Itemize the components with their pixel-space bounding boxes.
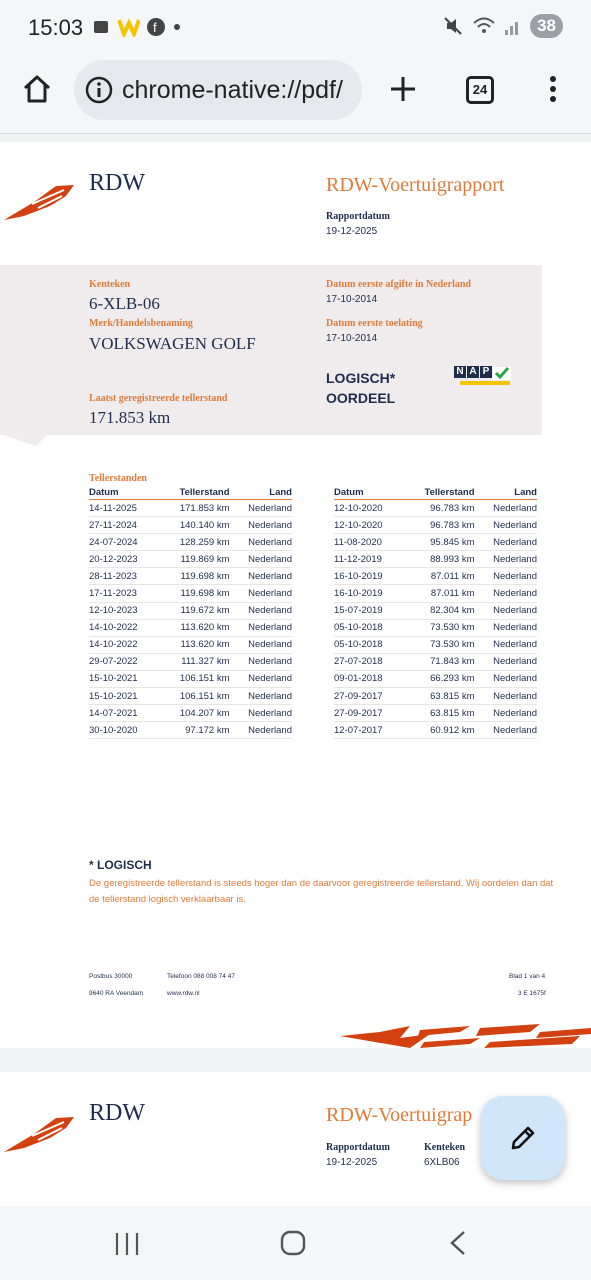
tellerstand-cell: 73.530 km — [403, 636, 474, 653]
footer-code: 3 E 1675f — [518, 990, 546, 997]
table-row — [89, 636, 292, 653]
datum-cell: 15-10-2021 — [89, 670, 158, 687]
tellerstand-cell: 95.845 km — [403, 534, 474, 551]
w-icon — [118, 17, 140, 37]
table-row — [89, 500, 292, 517]
column-header-datum: Datum — [89, 486, 158, 500]
datum-cell: 16-10-2019 — [334, 568, 403, 585]
tellerstand-cell: 119.869 km — [158, 551, 229, 568]
tellerstand-cell: 106.151 km — [158, 688, 229, 705]
datum-cell: 27-09-2017 — [334, 688, 403, 705]
toelating-label: Datum eerste toelating — [326, 318, 423, 329]
home-icon[interactable] — [22, 74, 52, 104]
table-row — [334, 602, 537, 619]
land-cell: Nederland — [230, 602, 293, 619]
oordeel-text — [326, 368, 395, 408]
land-cell: Nederland — [230, 500, 293, 517]
note-text: De geregistreerde tellerstand is steeds hoger dan de daarvoor geregistreerde tellerstand. Wij oordelen dan dat de tellerstand logisch verklaarbaar is. — [89, 878, 554, 905]
footer-telefoon: Telefoon 088 008 74 47 — [167, 973, 235, 980]
table-row — [334, 517, 537, 534]
tellerstand-cell: 171.853 km — [158, 500, 229, 517]
report-title: RDW-Voertuigrapport — [326, 174, 505, 196]
oordeel-line1: LOGISCH* — [326, 370, 396, 386]
oordeel-line2: OORDEEL — [326, 390, 396, 406]
land-cell: Nederland — [475, 688, 538, 705]
table-row — [334, 722, 537, 739]
datum-cell: 11-08-2020 — [334, 534, 403, 551]
check-icon — [493, 366, 511, 380]
nap-letter-a: A — [467, 366, 479, 378]
tellerstanden-table-right — [334, 486, 537, 739]
table-row — [334, 500, 537, 517]
tellerstand-cell: 104.207 km — [158, 705, 229, 722]
land-cell: Nederland — [475, 585, 538, 602]
menu-icon[interactable] — [540, 74, 566, 104]
datum-cell: 14-10-2022 — [89, 619, 158, 636]
datum-cell: 12-07-2017 — [334, 722, 403, 739]
merk-value: VOLKSWAGEN GOLF — [89, 334, 256, 353]
datum-cell: 12-10-2020 — [334, 500, 403, 517]
land-cell: Nederland — [475, 517, 538, 534]
table-row — [334, 619, 537, 636]
tellerstand-cell: 106.151 km — [158, 670, 229, 687]
datum-cell: 27-11-2024 — [89, 517, 158, 534]
footer-blad: Blad 1 van 4 — [509, 973, 546, 980]
datum-cell: 16-10-2019 — [334, 585, 403, 602]
land-cell: Nederland — [475, 636, 538, 653]
land-cell: Nederland — [230, 653, 293, 670]
footer-postbus: Postbus 30000 — [89, 973, 133, 980]
mute-icon — [442, 15, 464, 37]
panel-corner-decoration — [0, 434, 48, 448]
merk-label: Merk/Handelsbenaming — [89, 318, 193, 329]
rapportdatum-label: Rapportdatum — [326, 1142, 390, 1153]
dot-icon — [172, 17, 182, 37]
tellerstand-cell: 96.783 km — [403, 517, 474, 534]
brand-name: RDW — [89, 1100, 145, 1126]
tellerstand-cell: 60.912 km — [403, 722, 474, 739]
signal-icon — [504, 16, 522, 36]
tellerstand-cell: 119.672 km — [158, 602, 229, 619]
tellerstand-cell: 88.993 km — [403, 551, 474, 568]
rapportdatum-label: Rapportdatum — [326, 211, 390, 222]
kenteken-label: Kenteken — [424, 1142, 466, 1153]
table-row — [334, 551, 537, 568]
tellerstand-cell: 63.815 km — [403, 705, 474, 722]
column-header-datum: Datum — [334, 486, 403, 500]
back-icon[interactable] — [448, 1230, 468, 1256]
column-header-land: Land — [475, 486, 538, 500]
footer-web: www.rdw.nl — [167, 990, 200, 997]
stack-icon — [92, 17, 112, 37]
datum-cell: 27-07-2018 — [334, 653, 403, 670]
land-cell: Nederland — [230, 568, 293, 585]
tellerstanden-title: Tellerstanden — [89, 473, 147, 484]
tellerstand-cell: 119.698 km — [158, 585, 229, 602]
rdw-stripes-decoration — [340, 1022, 591, 1050]
land-cell: Nederland — [475, 705, 538, 722]
system-icons — [442, 14, 563, 38]
table-row — [89, 688, 292, 705]
nap-letter-n: N — [454, 366, 466, 378]
datum-cell: 14-07-2021 — [89, 705, 158, 722]
table-row — [89, 653, 292, 670]
edit-fab-button[interactable] — [481, 1096, 565, 1180]
tellerstand-cell: 97.172 km — [158, 722, 229, 739]
tellerstand-cell: 96.783 km — [403, 500, 474, 517]
url-text: chrome-native://pdf/ — [122, 75, 343, 104]
tellerstand-value: 171.853 km — [89, 408, 171, 427]
table-row — [89, 551, 292, 568]
new-tab-icon[interactable] — [388, 74, 418, 104]
svg-text:f: f — [153, 20, 157, 35]
tellerstand-cell: 73.530 km — [403, 619, 474, 636]
table-row — [89, 517, 292, 534]
datum-cell: 05-10-2018 — [334, 619, 403, 636]
vehicle-info-panel — [0, 265, 542, 435]
land-cell: Nederland — [475, 500, 538, 517]
tellerstand-cell: 119.698 km — [158, 568, 229, 585]
datum-cell: 29-07-2022 — [89, 653, 158, 670]
datum-cell: 12-10-2023 — [89, 602, 158, 619]
status-bar — [0, 0, 591, 56]
land-cell: Nederland — [230, 585, 293, 602]
system-nav-bar — [0, 1206, 591, 1280]
nap-underline — [460, 381, 510, 385]
tellerstand-cell: 71.843 km — [403, 653, 474, 670]
datum-cell: 24-07-2024 — [89, 534, 158, 551]
land-cell: Nederland — [230, 517, 293, 534]
tellerstand-cell: 66.293 km — [403, 670, 474, 687]
land-cell: Nederland — [230, 551, 293, 568]
land-cell: Nederland — [230, 722, 293, 739]
table-row — [334, 705, 537, 722]
status-time: 15:03 — [28, 15, 84, 40]
column-header-tellerstand: Tellerstand — [403, 486, 474, 500]
table-row — [89, 534, 292, 551]
table-row — [89, 602, 292, 619]
table-row — [334, 568, 537, 585]
land-cell: Nederland — [230, 688, 293, 705]
table-row — [89, 722, 292, 739]
datum-cell: 14-11-2025 — [89, 500, 158, 517]
table-row — [334, 636, 537, 653]
land-cell: Nederland — [230, 534, 293, 551]
land-cell: Nederland — [475, 551, 538, 568]
tellerstand-cell: 111.327 km — [158, 653, 229, 670]
tellerstand-cell: 87.011 km — [403, 568, 474, 585]
tellerstand-label: Laatst geregistreerde tellerstand — [89, 393, 228, 404]
pdf-page-1 — [0, 142, 591, 1048]
datum-cell: 12-10-2020 — [334, 517, 403, 534]
datum-cell: 30-10-2020 — [89, 722, 158, 739]
land-cell: Nederland — [230, 705, 293, 722]
datum-cell: 09-01-2018 — [334, 670, 403, 687]
table-row — [334, 653, 537, 670]
info-icon[interactable] — [84, 75, 114, 105]
tellerstand-cell: 128.259 km — [158, 534, 229, 551]
brand-name: RDW — [89, 170, 145, 196]
tellerstand-cell: 140.140 km — [158, 517, 229, 534]
land-cell: Nederland — [475, 602, 538, 619]
tellerstand-cell: 82.304 km — [403, 602, 474, 619]
table-row — [334, 585, 537, 602]
kenteken-label: Kenteken — [89, 279, 131, 290]
nap-logo — [454, 366, 511, 380]
datum-cell: 15-10-2021 — [89, 688, 158, 705]
kenteken-value: 6-XLB-06 — [89, 294, 160, 313]
pencil-icon — [509, 1124, 537, 1152]
datum-cell: 11-12-2019 — [334, 551, 403, 568]
tab-switcher-button[interactable]: 24 — [466, 76, 494, 104]
wifi-icon — [472, 15, 496, 37]
tellerstand-cell: 63.815 km — [403, 688, 474, 705]
toelating-value: 17-10-2014 — [326, 333, 378, 344]
land-cell: Nederland — [230, 636, 293, 653]
datum-cell: 15-07-2019 — [334, 602, 403, 619]
land-cell: Nederland — [475, 653, 538, 670]
note-title: * LOGISCH — [89, 858, 152, 872]
footer-city: 9640 RA Veendam — [89, 990, 144, 997]
table-row — [89, 585, 292, 602]
land-cell: Nederland — [475, 670, 538, 687]
datum-cell: 28-11-2023 — [89, 568, 158, 585]
tellerstand-cell: 113.620 km — [158, 619, 229, 636]
datum-cell: 05-10-2018 — [334, 636, 403, 653]
table-row — [334, 688, 537, 705]
tellerstand-cell: 87.011 km — [403, 585, 474, 602]
land-cell: Nederland — [475, 619, 538, 636]
land-cell: Nederland — [230, 670, 293, 687]
column-header-tellerstand: Tellerstand — [158, 486, 229, 500]
browser-toolbar — [0, 56, 591, 134]
notification-icons — [92, 17, 182, 37]
datum-cell: 17-11-2023 — [89, 585, 158, 602]
rapportdatum-value: 19-12-2025 — [326, 226, 378, 237]
datum-cell: 27-09-2017 — [334, 705, 403, 722]
recents-icon[interactable] — [114, 1232, 140, 1256]
facebook-icon — [146, 17, 166, 37]
tellerstanden-table-left — [89, 486, 292, 739]
land-cell: Nederland — [475, 568, 538, 585]
table-row — [334, 670, 537, 687]
report-title: RDW-Voertuigrap — [326, 1104, 473, 1126]
table-row — [89, 670, 292, 687]
afgifte-value: 17-10-2014 — [326, 294, 378, 305]
kenteken-value: 6XLB06 — [424, 1157, 460, 1168]
column-header-land: Land — [230, 486, 293, 500]
table-row — [89, 619, 292, 636]
rapportdatum-value: 19-12-2025 — [326, 1157, 378, 1168]
afgifte-label: Datum eerste afgifte in Nederland — [326, 279, 471, 290]
rdw-logo-icon — [4, 1114, 78, 1154]
table-row — [89, 705, 292, 722]
battery-level: 38 — [530, 14, 563, 38]
table-row — [89, 568, 292, 585]
table-row — [334, 534, 537, 551]
tellerstand-cell: 113.620 km — [158, 636, 229, 653]
nap-letter-p: P — [480, 366, 492, 378]
datum-cell: 14-10-2022 — [89, 636, 158, 653]
land-cell: Nederland — [230, 619, 293, 636]
land-cell: Nederland — [475, 534, 538, 551]
address-bar[interactable] — [74, 60, 362, 120]
land-cell: Nederland — [475, 722, 538, 739]
datum-cell: 20-12-2023 — [89, 551, 158, 568]
home-nav-icon[interactable] — [280, 1230, 306, 1256]
rdw-logo-icon — [4, 182, 78, 222]
